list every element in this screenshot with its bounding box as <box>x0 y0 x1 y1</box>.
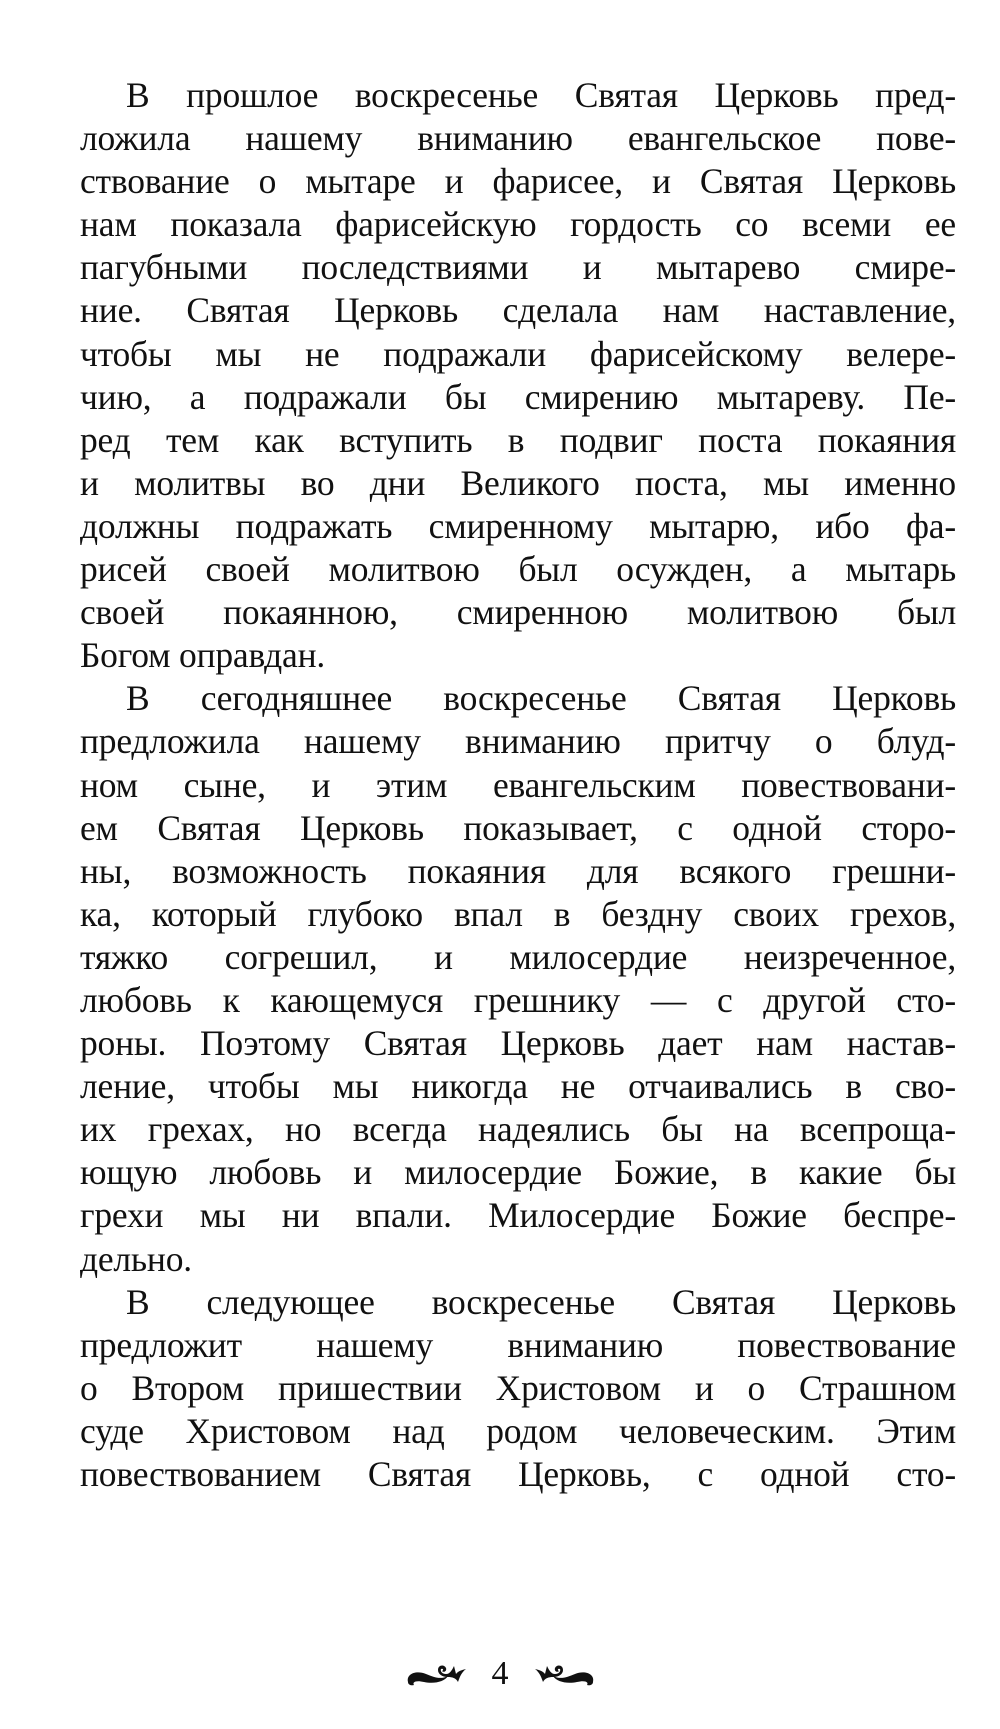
paragraph-3 <box>80 1281 956 1496</box>
text-line: любовь к кающемуся грешнику — с другой сто- <box>80 979 956 1020</box>
text-line: ложила нашему вниманию евангельское пове- <box>80 118 956 159</box>
text-line: ем Святая Церковь показывает, с одной сторо- <box>80 807 956 848</box>
text-line: нам показала фарисейскую гордость со всеми ее <box>80 204 956 245</box>
text-line: чию, а подражали бы смирению мытареву. Пе- <box>80 376 956 417</box>
text-line: ствование о мытаре и фарисее, и Святая Церковь <box>80 161 956 202</box>
text-line: чтобы мы не подражали фарисейскому велере- <box>80 333 956 374</box>
text-line: тяжко согрешил, и милосердие неизреченное, <box>80 936 956 977</box>
text-line: ны, возможность покаяния для всякого грешни- <box>80 850 956 891</box>
text-line: своей покаянною, смиренною молитвою был <box>80 592 956 633</box>
fleuron-right-icon <box>531 1660 597 1688</box>
text-line: повествованием Святая Церковь, с одной сто- <box>80 1454 956 1494</box>
text-line: роны. Поэтому Святая Церковь дает нам настав- <box>80 1023 956 1064</box>
paragraph-2 <box>80 677 956 1280</box>
page-body <box>80 74 956 1496</box>
text-line: ление, чтобы мы никогда не отчаивались в сво- <box>80 1066 956 1107</box>
text-line: пагубными последствиями и мытарево смире- <box>80 247 956 288</box>
text-line: предложит нашему вниманию повествование <box>80 1324 956 1365</box>
text-line: рисей своей молитвою был осужден, а мытарь <box>80 549 956 590</box>
text-line: Богом оправдан. <box>80 635 326 676</box>
text-line: дельно. <box>80 1238 192 1279</box>
text-line: ющую любовь и милосердие Божие, в какие бы <box>80 1152 956 1193</box>
text-line: грехи мы ни впали. Милосердие Божие беспре- <box>80 1195 956 1236</box>
text-line: их грехах, но всегда надеялись бы на всепроща- <box>80 1109 956 1150</box>
text-line: В сегодняшнее воскресенье Святая Церковь <box>126 678 956 719</box>
text-line: о Втором пришествии Христовом и о Страшном <box>80 1367 956 1408</box>
text-line: В прошлое воскресенье Святая Церковь пред- <box>126 75 956 115</box>
text-line: и молитвы во дни Великого поста, мы именно <box>80 462 956 503</box>
text-line: должны подражать смиренному мытарю, ибо фа- <box>80 505 956 546</box>
text-line: ка, который глубоко впал в бездну своих грехов, <box>80 893 956 934</box>
text-line: ние. Святая Церковь сделала нам наставление, <box>80 290 956 331</box>
page-number: 4 <box>491 1655 509 1692</box>
text-line: предложила нашему вниманию притчу о блуд- <box>80 721 956 762</box>
text-line: В следующее воскресенье Святая Церковь <box>126 1281 956 1322</box>
paragraph-1 <box>80 74 956 677</box>
page-footer <box>0 1650 1000 1698</box>
text-line: ред тем как вступить в подвиг поста покаяния <box>80 419 956 460</box>
text-line: суде Христовом над родом человеческим. Этим <box>80 1410 956 1451</box>
fleuron-left-icon <box>404 1660 470 1688</box>
text-line: ном сыне, и этим евангельским повествовани- <box>80 764 956 805</box>
